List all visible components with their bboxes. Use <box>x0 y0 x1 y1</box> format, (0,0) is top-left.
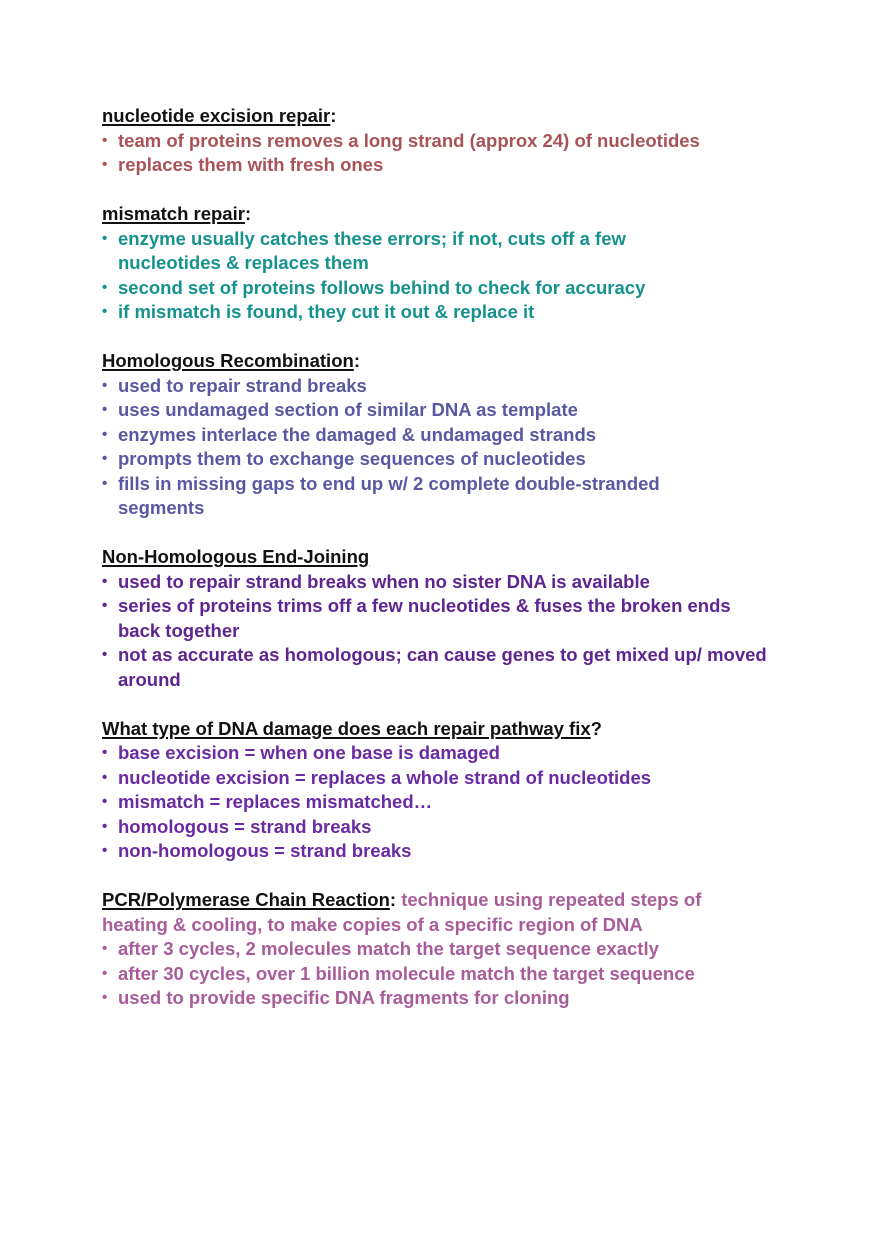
bullet-icon: • <box>102 646 108 663</box>
section-heading <box>102 104 822 129</box>
bullet-list <box>102 937 822 1011</box>
list-item: • used to repair strand breaks when no sister DNA is available <box>102 570 767 595</box>
bullet-icon: • <box>102 425 108 443</box>
heading-colon: : <box>389 889 397 910</box>
section-damage-types <box>102 717 822 864</box>
list-item: • after 30 cycles, over 1 billion molecule match the target sequence <box>102 962 822 987</box>
bullet-icon: • <box>102 744 108 761</box>
list-item: • second set of proteins follows behind to check for accuracy <box>102 276 682 301</box>
list-item: • enzymes interlace the damaged & undamaged strands <box>102 423 722 448</box>
bullet-icon: • <box>102 842 108 859</box>
list-item: • series of proteins trims off a few nucleotides & fuses the broken ends back together <box>102 595 731 641</box>
bullet-list <box>102 129 822 178</box>
list-item: • team of proteins removes a long strand (approx 24) of nucleotides <box>102 129 822 154</box>
list-item: • prompts them to exchange sequences of nucleotides <box>102 447 722 472</box>
heading-title: What type of DNA damage does each repair pathway fix <box>102 717 591 739</box>
bullet-icon: • <box>102 131 108 149</box>
list-item: • mismatch = replaces mismatched… <box>102 790 822 815</box>
section-homologous-recombination <box>102 349 822 521</box>
list-item: • uses undamaged section of similar DNA as template <box>102 398 722 423</box>
heading-colon: : <box>353 350 360 371</box>
list-item: • homologous = strand breaks <box>102 815 822 840</box>
section-heading <box>102 888 822 913</box>
bullet-list <box>102 227 682 325</box>
list-item: • base excision = when one base is damaged <box>102 741 822 766</box>
bullet-icon: • <box>102 940 108 957</box>
list-item: • used to repair strand breaks <box>102 374 722 399</box>
heading-title: PCR/Polymerase Chain Reaction <box>102 889 390 910</box>
list-item: • enzyme usually catches these errors; if not, cuts off a few nucleotides & replaces them <box>102 227 626 273</box>
list-item: • used to provide specific DNA fragments for cloning <box>102 986 822 1011</box>
bullet-icon: • <box>102 572 108 590</box>
bullet-icon: • <box>102 768 108 786</box>
heading-title: Non-Homologous End-Joining <box>102 546 370 567</box>
section-heading <box>102 717 822 742</box>
bullet-icon: • <box>102 303 108 320</box>
bullet-icon: • <box>102 817 108 835</box>
bullet-icon: • <box>102 964 108 982</box>
list-item: • replaces them with fresh ones <box>102 153 822 178</box>
heading-question-mark: ? <box>590 717 602 739</box>
bullet-icon: • <box>102 450 108 467</box>
notes-page <box>102 104 822 1035</box>
bullet-list <box>102 374 722 521</box>
bullet-icon: • <box>102 229 108 247</box>
heading-colon: : <box>330 105 337 126</box>
heading-colon: : <box>244 203 252 224</box>
section-nucleotide-excision-repair <box>102 104 822 178</box>
heading-description: technique using repeated steps of <box>401 889 702 910</box>
heading-title: mismatch repair <box>102 203 245 224</box>
list-item: • non-homologous = strand breaks <box>102 839 822 864</box>
bullet-icon: • <box>102 597 108 614</box>
section-heading <box>102 202 822 227</box>
section-non-homologous-end-joining <box>102 545 822 692</box>
bullet-icon: • <box>102 401 108 418</box>
list-item: • nucleotide excision = replaces a whole strand of nucleotides <box>102 766 822 791</box>
pcr-description-continued: heating & cooling, to make copies of a specific region of DNA <box>102 913 643 935</box>
section-pcr <box>102 888 822 1011</box>
list-item: • fills in missing gaps to end up w/ 2 complete double-stranded segments <box>102 472 660 518</box>
section-heading <box>102 545 822 570</box>
bullet-icon: • <box>102 989 108 1006</box>
bullet-list <box>102 741 822 864</box>
heading-title: Homologous Recombination <box>102 350 354 371</box>
bullet-list <box>102 570 767 693</box>
list-item: • not as accurate as homologous; can cause genes to get mixed up/ moved around <box>102 644 767 690</box>
bullet-icon: • <box>102 156 108 173</box>
heading-title: nucleotide excision repair <box>102 105 331 126</box>
list-item: • after 3 cycles, 2 molecules match the target sequence exactly <box>102 937 822 962</box>
section-mismatch-repair <box>102 202 822 325</box>
bullet-icon: • <box>102 474 108 492</box>
list-item: • if mismatch is found, they cut it out & replace it <box>102 300 682 325</box>
bullet-icon: • <box>102 793 108 810</box>
bullet-icon: • <box>102 376 108 394</box>
bullet-icon: • <box>102 278 108 296</box>
section-heading <box>102 349 822 374</box>
